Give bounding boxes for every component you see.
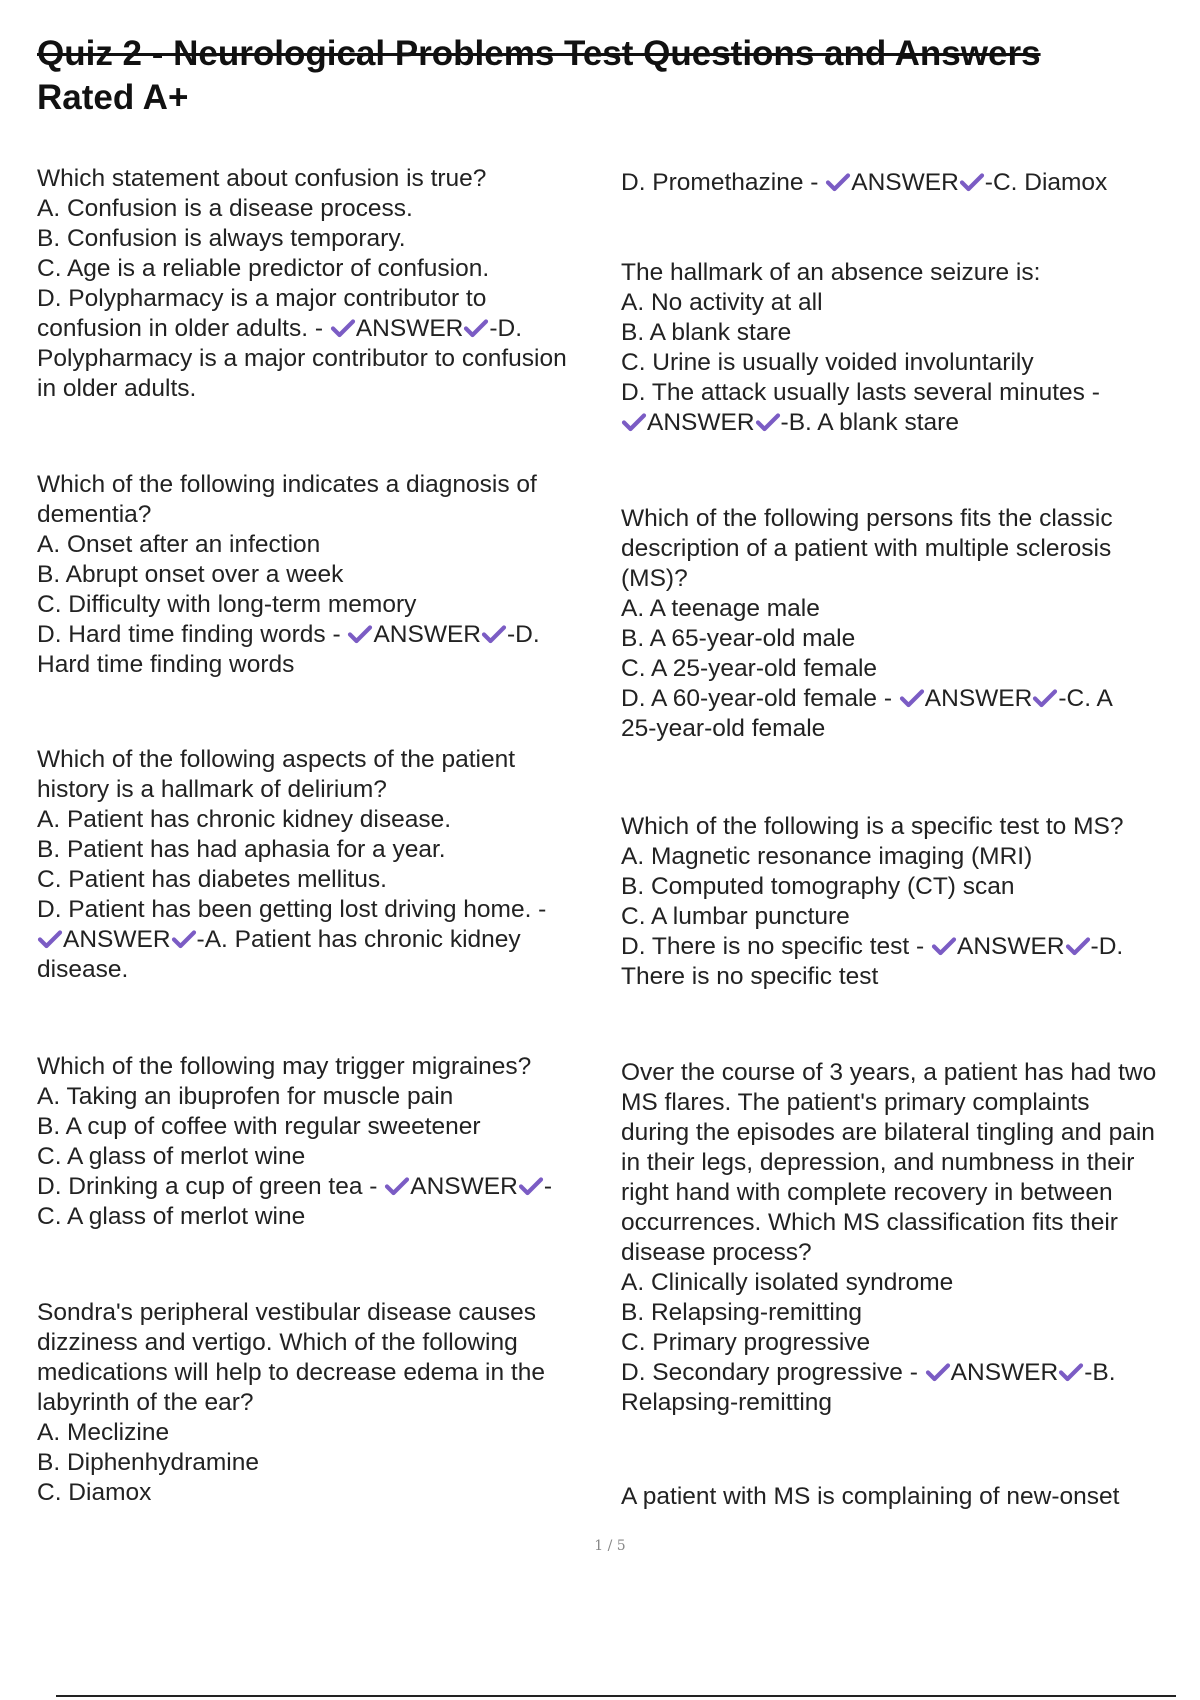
question-text: right hand with complete recovery in between [621,1179,1113,1206]
option-a: A. Magnetic resonance imaging (MRI) [621,843,1033,870]
option-a: A. No activity at all [621,289,823,316]
title-line-1: Quiz 2 - Neurological Problems Test Questions and Answers [37,34,1041,73]
option-c: C. Difficulty with long-term memory [37,591,417,618]
check-icon [621,411,647,433]
answer-line [621,932,1196,962]
check-icon [481,623,507,645]
question-text: occurrences. Which MS classification fits their [621,1209,1118,1236]
answer-text: disease. [37,956,129,983]
question-text: The hallmark of an absence seizure is: [621,259,1041,286]
option-b: B. A 65-year-old male [621,625,856,652]
question-text: Which of the following aspects of the patient [37,746,516,773]
question-text: Over the course of 3 years, a patient has had two [621,1059,1157,1086]
answer-text: - [543,1173,552,1200]
option-d: D. Patient has been getting lost driving home. - [37,896,547,923]
question-delirium [37,745,607,985]
check-icon [755,411,781,433]
question-text: dementia? [37,501,152,528]
option-c: C. Patient has diabetes mellitus. [37,866,387,893]
option-b: B. Patient has had aphasia for a year. [37,836,446,863]
question-ms-new-onset [621,1482,1196,1512]
answer-text: Hard time finding words [37,651,295,678]
question-vestibular-continued [621,168,1196,198]
option-c: C. Primary progressive [621,1329,871,1356]
document-title [37,32,1157,120]
option-b: B. Confusion is always temporary. [37,225,406,252]
question-text: dizziness and vertigo. Which of the following [37,1329,518,1356]
option-a: A. A teenage male [621,595,820,622]
option-a: A. Taking an ibuprofen for muscle pain [37,1083,454,1110]
question-text: MS flares. The patient's primary complaints [621,1089,1090,1116]
answer-text: There is no specific test [621,963,879,990]
option-a: A. Clinically isolated syndrome [621,1269,954,1296]
question-migraines [37,1052,607,1232]
check-icon [384,1175,410,1197]
question-text: A patient with MS is complaining of new-onset [621,1483,1120,1510]
question-text: Which statement about confusion is true? [37,165,487,192]
option-d: D. Drinking a cup of green tea - [37,1173,378,1200]
check-icon [1065,935,1091,957]
question-text: during the episodes are bilateral tingling and pain [621,1119,1155,1146]
option-c: C. Diamox [37,1479,152,1506]
answer-text: -B. A blank stare [780,409,959,436]
answer-line [37,1172,607,1202]
option-b: B. A cup of coffee with regular sweetener [37,1113,481,1140]
answer-label: ANSWER [63,926,171,953]
question-text: Sondra's peripheral vestibular disease causes [37,1299,537,1326]
option-d: D. The attack usually lasts several minutes - [621,379,1100,406]
option-c: C. A 25-year-old female [621,655,878,682]
answer-label: ANSWER [851,169,959,196]
question-text: Which of the following indicates a diagnosis of [37,471,537,498]
option-d: D. Promethazine - [621,169,819,196]
option-d-cont: confusion in older adults. - [37,315,323,342]
answer-text: C. A glass of merlot wine [37,1203,306,1230]
option-a: A. Confusion is a disease process. [37,195,413,222]
answer-line [621,168,1196,198]
check-icon [171,928,197,950]
footer-divider [56,1695,1176,1697]
option-c: C. Age is a reliable predictor of confusion. [37,255,490,282]
answer-text: -C. Diamox [984,169,1108,196]
answer-text: 25-year-old female [621,715,826,742]
question-text: labyrinth of the ear? [37,1389,254,1416]
option-d: D. Secondary progressive - [621,1359,918,1386]
check-icon [825,171,851,193]
question-text: medications will help to decrease edema in the [37,1359,545,1386]
check-icon [330,317,356,339]
answer-text: Polypharmacy is a major contributor to confusion [37,345,567,372]
answer-line [37,314,607,344]
question-ms-classification [621,1058,1196,1418]
check-icon [347,623,373,645]
answer-text: -B. [1084,1359,1116,1386]
option-c: C. Urine is usually voided involuntarily [621,349,1034,376]
title-line-2: Rated A+ [37,78,189,117]
question-text: description of a patient with multiple sclerosis [621,535,1112,562]
question-text: Which of the following is a specific test to MS? [621,813,1124,840]
option-b: B. Computed tomography (CT) scan [621,873,1015,900]
option-a: A. Patient has chronic kidney disease. [37,806,452,833]
question-text: history is a hallmark of delirium? [37,776,387,803]
question-text: Which of the following may trigger migraines? [37,1053,532,1080]
check-icon [959,171,985,193]
question-confusion [37,164,607,404]
option-b: B. A blank stare [621,319,792,346]
option-b: B. Diphenhydramine [37,1449,259,1476]
question-text: Which of the following persons fits the classic [621,505,1113,532]
option-c: C. A glass of merlot wine [37,1143,306,1170]
answer-line [37,620,607,650]
page-number: 1 / 5 [594,1538,626,1554]
answer-label: ANSWER [924,685,1033,712]
answer-line [621,1358,1196,1388]
option-d: D. There is no specific test - [621,933,925,960]
answer-label: ANSWER [957,933,1065,960]
check-icon [931,935,957,957]
question-ms-test [621,812,1196,992]
answer-line [37,925,607,955]
question-text: in their legs, depression, and numbness in their [621,1149,1135,1176]
check-icon [1058,1361,1084,1383]
check-icon [518,1175,544,1197]
answer-text: -D. [489,315,523,342]
option-d: D. A 60-year-old female - [621,685,892,712]
answer-line [621,408,1196,438]
question-text: (MS)? [621,565,688,592]
check-icon [463,317,489,339]
option-b: B. Abrupt onset over a week [37,561,344,588]
answer-text: Relapsing-remitting [621,1389,833,1416]
answer-text: -D. [1090,933,1124,960]
answer-text: -C. A [1058,685,1113,712]
answer-label: ANSWER [355,315,464,342]
option-a: A. Meclizine [37,1419,170,1446]
question-ms-patient [621,504,1196,744]
question-text: disease process? [621,1239,812,1266]
check-icon [1032,687,1058,709]
answer-label: ANSWER [373,621,481,648]
check-icon [925,1361,951,1383]
answer-label: ANSWER [950,1359,1059,1386]
option-a: A. Onset after an infection [37,531,321,558]
answer-text: -A. Patient has chronic kidney [196,926,521,953]
check-icon [37,928,63,950]
answer-label: ANSWER [647,409,755,436]
check-icon [899,687,925,709]
question-vestibular [37,1298,607,1508]
answer-text: in older adults. [37,375,197,402]
question-absence-seizure [621,258,1196,438]
answer-label: ANSWER [410,1173,518,1200]
option-c: C. A lumbar puncture [621,903,850,930]
option-b: B. Relapsing-remitting [621,1299,863,1326]
option-d: D. Hard time finding words - [37,621,341,648]
answer-text: -D. [507,621,540,648]
option-d: D. Polypharmacy is a major contributor to [37,285,487,312]
question-dementia [37,470,607,680]
answer-line [621,684,1196,714]
